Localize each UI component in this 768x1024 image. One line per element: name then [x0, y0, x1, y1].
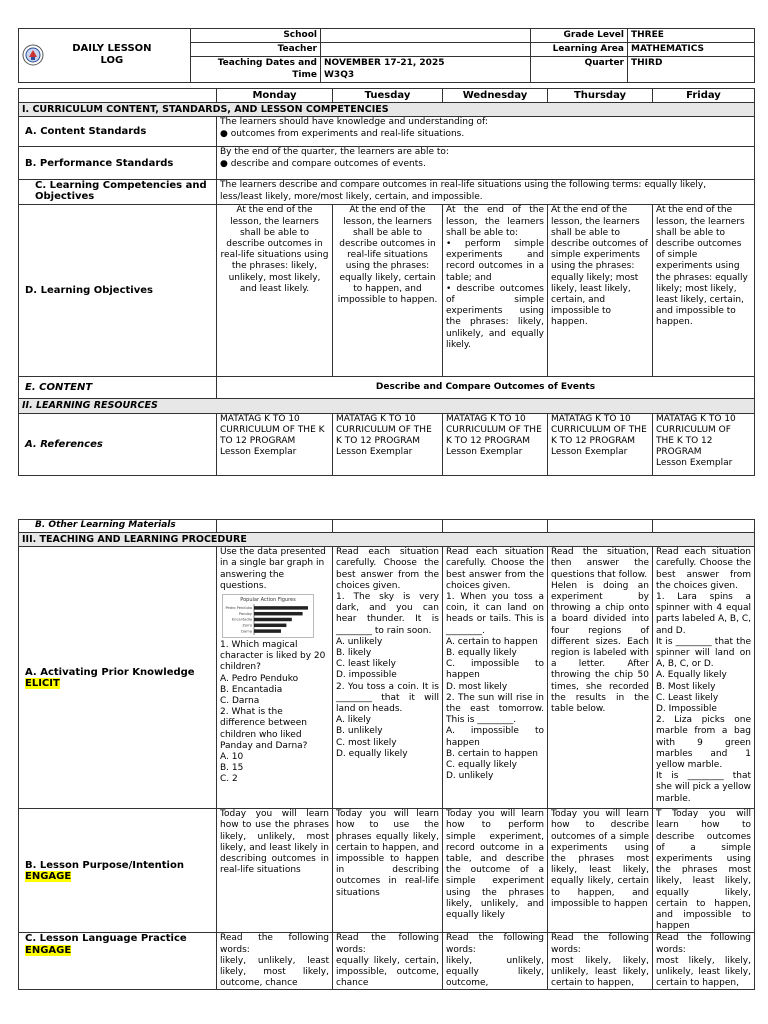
- other-materials-thursday: [548, 520, 653, 533]
- dates-label-cell: [191, 57, 321, 82]
- day-tuesday: Tuesday: [333, 89, 443, 103]
- competencies-text: The learners describe and compare outcomes in real-life situations using the following terms: equally likely, less/least likely, more/most likely, certain, and impossible.: [217, 180, 755, 205]
- activating-label: A. Activating Prior Knowledge: [25, 666, 195, 678]
- reference-monday: MATATAG K TO 10 CURRICULUM OF THE K TO 12 PROGRAM Lesson Exemplar: [217, 413, 333, 475]
- title-line1: DAILY LESSON: [72, 43, 152, 55]
- purpose-thursday: Today you will learn how to describe outcomes of a simple experiments using the phrases most likely, least likely, equally likely, certain to happen, and impossible to happen: [548, 809, 653, 933]
- language-tuesday: Read the following words: equally likely, certain, impossible, outcome, chance: [333, 933, 443, 990]
- chart-bar: [254, 618, 292, 621]
- content-text: Describe and Compare Outcomes of Events: [217, 377, 755, 399]
- other-materials-friday: [653, 520, 755, 533]
- activating-tuesday: Read each situation carefully. Choose the best answer from the choices given. 1. The sky is very dark, and you can hear thunder. It is ________ to rain soon. A. unlikely B. likely C. least likely D. impossible 2. You toss a coin. It is ________ that it will land on heads. A. likely B. unlikely C. most likely D. equally likely: [333, 547, 443, 809]
- references-label: A. References: [19, 413, 217, 475]
- content-standards-label: A. Content Standards: [19, 117, 217, 147]
- content-label: E. CONTENT: [19, 377, 217, 399]
- header-table: [18, 28, 755, 83]
- chart-category-label: Panday: [238, 611, 252, 616]
- purpose-wednesday: Today you will learn how to perform simple experiment, record outcome in a table, and describe the outcome of a simple experiment using the phrases likely, unlikely, and equally likely: [443, 809, 548, 933]
- purpose-monday: Today you will learn how to use the phrases likely, unlikely, most likely, and least likely in describing outcomes in real-life situations: [217, 809, 333, 933]
- day-monday: Monday: [217, 89, 333, 103]
- teacher-label: Teacher: [191, 43, 321, 57]
- performance-standards-line1: By the end of the quarter, the learners are able to:: [220, 147, 449, 158]
- activating-wednesday: Read each situation carefully. Choose the best answer from the choices given. 1. When you toss a coin, it can land on heads or tails. This is ________. A. certain to happen B. equally likely C. impossible to happen D. most likely 2. The sun will rise in the east tomorrow. This is ________. A. impossible to happen B. certain to happen C. equally likely D. unlikely: [443, 547, 548, 809]
- other-materials-monday: [217, 520, 333, 533]
- chart-bar: [254, 606, 308, 609]
- section3-title: III. TEACHING AND LEARNING PROCEDURE: [19, 533, 755, 547]
- language-monday: Read the following words: likely, unlikely, least likely, most likely, outcome, chance: [217, 933, 333, 990]
- reference-wednesday: MATATAG K TO 10 CURRICULUM OF THE K TO 12 PROGRAM Lesson Exemplar: [443, 413, 548, 475]
- chart-category-label: Pedro Penduko: [225, 606, 252, 611]
- purpose-tag: ENGAGE: [25, 870, 72, 882]
- purpose-tuesday: Today you will learn how to use the phrases equally likely, certain to happen, and impossible to happen in describing outcomes in real-life situations: [333, 809, 443, 933]
- content-standards-line1: The learners should have knowledge and understanding of:: [220, 117, 488, 128]
- performance-standards-text: [217, 147, 755, 180]
- objective-thursday: At the end of the lesson, the learners shall be able to describe outcomes of simple experiments using the phrases: equally likely; most likely, least likely, certain, and impossible to happen.: [548, 205, 653, 377]
- language-label-cell: [19, 933, 217, 990]
- chart-title: Popular Action Figures: [240, 597, 296, 604]
- days-row: [19, 89, 755, 103]
- action-figures-bar-chart: [222, 594, 314, 638]
- language-tag: ENGAGE: [25, 944, 72, 956]
- day-wednesday: Wednesday: [443, 89, 548, 103]
- school-label: School: [191, 29, 321, 43]
- area-label: Learning Area: [531, 43, 628, 57]
- time-value: W3Q3: [324, 69, 355, 80]
- language-wednesday: Read the following words: likely, unlikely, equally likely, outcome,: [443, 933, 548, 990]
- area-value: MATHEMATICS: [628, 43, 755, 57]
- activating-label-cell: [19, 547, 217, 809]
- performance-standards-line2: ● describe and compare outcomes of events.: [220, 158, 426, 169]
- chart-category-label: Zorro: [242, 623, 252, 628]
- dates-value: NOVEMBER 17-21, 2025: [324, 58, 445, 69]
- chart-bar: [254, 629, 281, 632]
- activating-monday: [217, 547, 333, 809]
- content-standards-text: [217, 117, 755, 147]
- chart-category-label: Darna: [241, 629, 252, 634]
- chart-category-label: Encantadia: [231, 617, 252, 622]
- other-materials-wednesday: [443, 520, 548, 533]
- reference-thursday: MATATAG K TO 10 CURRICULUM OF THE K TO 12 PROGRAM Lesson Exemplar: [548, 413, 653, 475]
- objective-tuesday: At the end of the lesson, the learners shall be able to describe outcomes in real-life situations using the phrases: equally likely, certain to happen, and impossible to happen.: [333, 205, 443, 377]
- other-materials-tuesday: [333, 520, 443, 533]
- reference-tuesday: MATATAG K TO 10 CURRICULUM OF THE K TO 12 PROGRAM Lesson Exemplar: [333, 413, 443, 475]
- title-line2: LOG: [100, 55, 124, 67]
- objective-wednesday: At the end of the lesson, the learners shall be able to: • perform simple experiments and record outcomes in a table; and • describe outcomes of simple experiments using the phrases: likely, unlikely, and equally likely.: [443, 205, 548, 377]
- objective-friday: At the end of the lesson, the learners shall be able to describe outcomes of simple experiments using the phrases: equally likely; most likely, least likely, certain, and impossible to happen.: [653, 205, 755, 377]
- objective-monday: At the end of the lesson, the learners shall be able to describe outcomes in real-life situations using the phrases: likely, unlikely, most likely, and least likely.: [217, 205, 333, 377]
- day-thursday: Thursday: [548, 89, 653, 103]
- activating-friday: Read each situation carefully. Choose the best answer from the choices given. 1. Lara spins a spinner with 4 equal parts labeled A, B, C, and D. It is ________ that the spinner will land on A, B, C, or D. A. Equally likely B. Most likely C. Least likely D. Impossible 2. Liza picks one marble from a bag with 9 green marbles and 1 yellow marble. It is ________ that she will pick a yellow marble.: [653, 547, 755, 809]
- grade-value: THREE: [628, 29, 755, 43]
- lesson-table-part1: [18, 88, 755, 476]
- dates-value-cell: [321, 57, 531, 82]
- dates-label: Teaching Dates and: [217, 58, 317, 69]
- deped-seal-icon: [22, 41, 44, 69]
- chart-bar: [254, 612, 303, 615]
- other-materials-label: B. Other Learning Materials: [19, 520, 217, 533]
- competencies-label: C. Learning Competencies and Objectives: [19, 180, 217, 205]
- activating-thursday: Read the situation, then answer the questions that follow. Helen is doing an experiment by throwing a chip onto a board divided into four regions of different sizes. Each region is labeled with a letter. After throwing the chip 50 times, she recorded the results in the table below.: [548, 547, 653, 809]
- language-label: C. Lesson Language Practice: [25, 933, 187, 945]
- time-label: Time: [292, 69, 317, 80]
- day-friday: Friday: [653, 89, 755, 103]
- performance-standards-label: B. Performance Standards: [19, 147, 217, 180]
- lesson-table-part2: [18, 519, 755, 990]
- section2-title: II. LEARNING RESOURCES: [19, 399, 755, 413]
- chart-bar: [254, 624, 286, 627]
- purpose-friday: T Today you will learn how to describe outcomes of a simple experiments using the phrases most likely, least likely, equally likely, certain to happen, and impossible to happen: [653, 809, 755, 933]
- quarter-label: Quarter: [531, 57, 628, 82]
- purpose-label: B. Lesson Purpose/Intention: [25, 859, 184, 871]
- activating-monday-questions: 1. Which magical character is liked by 20 children? A. Pedro Penduko B. Encantadia C. Darna 2. What is the difference between children who liked Panday and Darna? A. 10 B. 15 C. 2: [220, 640, 326, 785]
- language-friday: Read the following words: most likely, likely, unlikely, least likely, certain to happen,: [653, 933, 755, 990]
- activating-tag: ELICIT: [25, 677, 60, 689]
- school-value: [321, 29, 531, 43]
- objectives-label: D. Learning Objectives: [19, 205, 217, 377]
- section1-title: I. CURRICULUM CONTENT, STANDARDS, AND LESSON COMPETENCIES: [19, 103, 755, 117]
- teacher-value: [321, 43, 531, 57]
- content-standards-line2: ● outcomes from experiments and real-life situations.: [220, 128, 465, 139]
- grade-label: Grade Level: [531, 29, 628, 43]
- logo-title-cell: [19, 29, 191, 83]
- quarter-value: THIRD: [628, 57, 755, 82]
- days-corner: [19, 89, 217, 103]
- activating-monday-intro: Use the data presented in a single bar graph in answering the questions.: [220, 547, 326, 591]
- purpose-label-cell: [19, 809, 217, 933]
- language-thursday: Read the following words: most likely, likely, unlikely, least likely, certain to happen,: [548, 933, 653, 990]
- reference-friday: MATATAG K TO 10 CURRICULUM OF THE K TO 12 PROGRAM Lesson Exemplar: [653, 413, 755, 475]
